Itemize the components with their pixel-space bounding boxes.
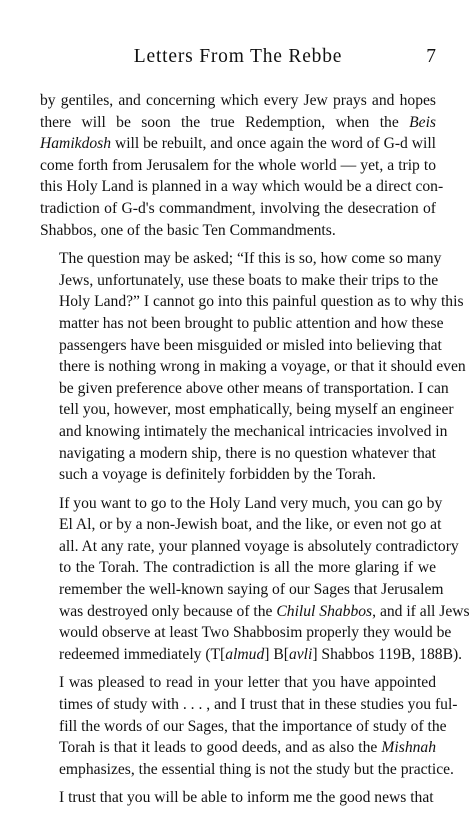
paragraph — [40, 90, 444, 241]
italic-term: Hamikdosh — [40, 135, 112, 153]
text-run: Torah is that it leads to good deeds, and as also the — [59, 739, 382, 757]
text-line — [40, 270, 439, 292]
text-run: there will be soon the true Redemption, when the — [40, 113, 410, 131]
text-run: Holy Land?” I cannot go into this painful question as to why this — [59, 293, 464, 311]
text-line — [40, 220, 436, 242]
text-run: was destroyed only because of the — [59, 602, 277, 620]
text-line — [40, 601, 470, 623]
text-line — [40, 579, 444, 601]
text-line — [40, 787, 436, 809]
text-run: redeemed immediately (T[ — [59, 645, 226, 663]
text-line — [40, 694, 458, 716]
text-line — [40, 464, 436, 486]
text-run: The question may be asked; “If this is so, how come so many — [59, 250, 442, 268]
text-line — [40, 176, 444, 198]
paragraph — [40, 672, 458, 780]
page-number: 7 — [426, 46, 436, 67]
text-run: tell you, however, most emphatically, being myself an engineer — [59, 401, 454, 419]
text-run: matter has not been brought to public attention and how these — [59, 314, 444, 332]
text-line — [40, 335, 442, 357]
text-run: would observe at least Two Shabbosim properly they would be — [59, 624, 452, 642]
text-line — [40, 672, 436, 694]
text-line — [40, 198, 436, 220]
text-run: passengers have been misguided or misled into believing that — [59, 336, 442, 354]
text-line — [40, 133, 436, 155]
italic-term: almud — [225, 645, 265, 663]
text-line — [40, 291, 464, 313]
text-run: times of study with . . . , and I trust that in these studies you ful- — [59, 696, 458, 714]
page-header — [40, 44, 436, 70]
text-line — [40, 443, 436, 465]
text-run: will be rebuilt, and once again the word of G-d will — [111, 135, 436, 153]
text-run: all. At any rate, your planned voyage is absolutely contradictory — [59, 537, 459, 555]
body-text — [40, 90, 470, 816]
text-run: by gentiles, and concerning which every Jew prays and hopes — [40, 92, 436, 109]
text-run: , and if all Jews — [372, 602, 470, 620]
text-run: there is nothing wrong in making a voyage, or that it should even — [59, 358, 466, 376]
text-line — [40, 155, 436, 177]
text-line — [40, 557, 436, 579]
text-run: navigating a modern ship, there is no question whatever that — [59, 444, 436, 462]
text-run: El Al, or by a non-Jewish boat, and the like, or even not go at — [59, 516, 442, 534]
text-line — [40, 313, 444, 335]
text-line — [40, 421, 448, 443]
italic-term: avli — [288, 645, 313, 663]
text-run: to the Torah. The contradiction is all the more glaring if we — [59, 559, 436, 577]
text-line — [40, 514, 442, 536]
text-run: tradiction of G-d's commandment, involving the desecration of — [40, 199, 436, 217]
text-line — [40, 112, 436, 134]
text-run: such a voyage is definitely forbidden by the Torah. — [59, 466, 376, 484]
paragraph — [40, 248, 466, 486]
text-run: remember the well-known saying of our Sages that Jerusalem — [59, 581, 444, 599]
text-line — [40, 622, 452, 644]
text-line — [40, 378, 449, 400]
text-run: ] B[ — [264, 645, 289, 663]
text-run: be given preference above other means of transportation. I can — [59, 379, 449, 397]
italic-term: Mishnah — [381, 739, 436, 757]
running-title: Letters From The Rebbe — [133, 46, 343, 67]
text-line — [40, 737, 436, 759]
text-run: and knowing intimately the mechanical intricacies involved in — [59, 422, 448, 440]
text-line — [40, 716, 447, 738]
text-line — [40, 759, 454, 781]
italic-term: Beis — [409, 113, 436, 131]
text-line — [40, 536, 459, 558]
text-line — [40, 356, 466, 378]
italic-term: Chilul Shabbos — [276, 602, 373, 620]
text-line — [40, 90, 436, 112]
text-run: come forth from Jerusalem for the whole world — yet, a trip to — [40, 156, 436, 174]
text-line — [40, 399, 454, 421]
text-run: emphasizes, the essential thing is not the study but the practice. — [59, 760, 454, 778]
text-line — [40, 248, 442, 270]
text-run: Shabbos, one of the basic Ten Commandments. — [40, 221, 336, 239]
text-line — [40, 644, 463, 666]
text-run: I trust that you will be able to inform me the good news that — [59, 789, 434, 807]
paragraph — [40, 493, 470, 666]
text-line — [40, 493, 443, 515]
paragraph — [40, 787, 436, 809]
text-run: fill the words of our Sages, that the importance of study of the — [59, 717, 447, 735]
text-run: I was pleased to read in your letter that you have appointed — [59, 674, 436, 692]
text-run: Jews, unfortunately, use these boats to make their trips to the — [59, 271, 439, 289]
text-run: this Holy Land is planned in a way which would be a direct con- — [40, 178, 444, 196]
text-run: If you want to go to the Holy Land very much, you can go by — [59, 494, 443, 512]
text-run: ] Shabbos 119B, 188B). — [312, 645, 463, 663]
